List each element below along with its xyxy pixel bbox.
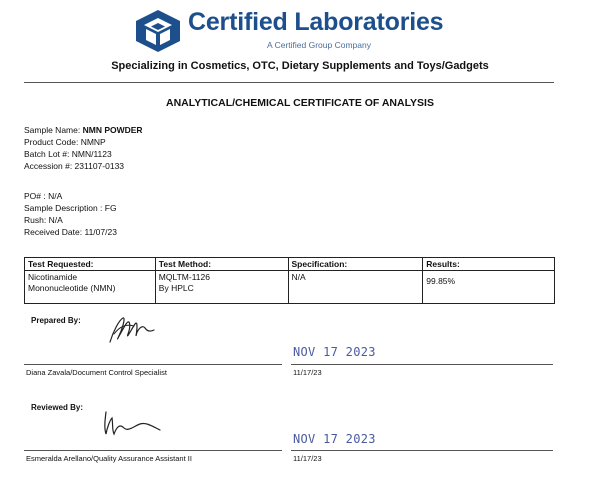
prepared-signature-icon [104,312,160,348]
reviewed-by-name: Esmeralda Arellano/Quality Assurance Assistant II [26,454,192,463]
results-table [24,257,555,304]
col-header-test-requested: Test Requested: [25,258,156,271]
prepared-date-line [291,364,553,365]
cell-test-method [155,271,288,304]
tagline: Specializing in Cosmetics, OTC, Dietary Supplements and Toys/Gadgets [111,60,489,72]
cell-specification: N/A [288,271,423,304]
cell-result [423,271,555,304]
reviewed-by-label: Reviewed By: [31,403,84,412]
reviewed-date: 11/17/23 [293,454,322,463]
batch-lot: Batch Lot #: NMN/1123 [24,149,112,159]
test-method-line2: By HPLC [158,283,194,293]
sample-name-value: NMN POWDER [82,125,143,135]
reviewed-date-stamp: NOV 17 2023 [293,432,376,446]
prepared-by-name: Diana Zavala/Document Control Specialist [26,368,167,377]
product-code: Product Code: NMNP [24,137,106,147]
accession-number: Accession #: 231107-0133 [24,161,125,171]
company-subtitle: A Certified Group Company [267,40,371,50]
document-title: ANALYTICAL/CHEMICAL CERTIFICATE OF ANALYSIS [166,97,434,109]
result-value: 99.85% [426,276,456,286]
prepared-date: 11/17/23 [293,368,322,377]
prepared-by-label: Prepared By: [31,316,81,325]
reviewed-signature-icon [98,408,164,438]
company-name: Certified Laboratories [188,8,444,36]
po-number: PO# : N/A [24,191,63,201]
test-method-line1: MQLTM-1126 [158,272,210,282]
col-header-specification: Specification: [288,258,423,271]
header-divider [24,82,554,83]
prepared-signature-line [24,364,282,365]
reviewed-date-line [291,450,553,451]
received-date: Received Date: 11/07/23 [24,227,117,237]
reviewed-signature-line [24,450,282,451]
prepared-date-stamp: NOV 17 2023 [293,345,376,359]
rush: Rush: N/A [24,215,63,225]
table-header-row [25,258,555,271]
company-logo-icon [134,9,182,53]
table-row [25,271,555,304]
sample-name-line [24,124,143,136]
sample-description: Sample Description : FG [24,203,117,213]
test-requested-line1: Nicotinamide [28,272,78,282]
col-header-test-method: Test Method: [155,258,288,271]
sample-name-label: Sample Name: [24,125,81,135]
test-requested-line2: Mononucleotide (NMN) [28,283,116,293]
col-header-results: Results: [423,258,555,271]
cell-test-requested [25,271,156,304]
